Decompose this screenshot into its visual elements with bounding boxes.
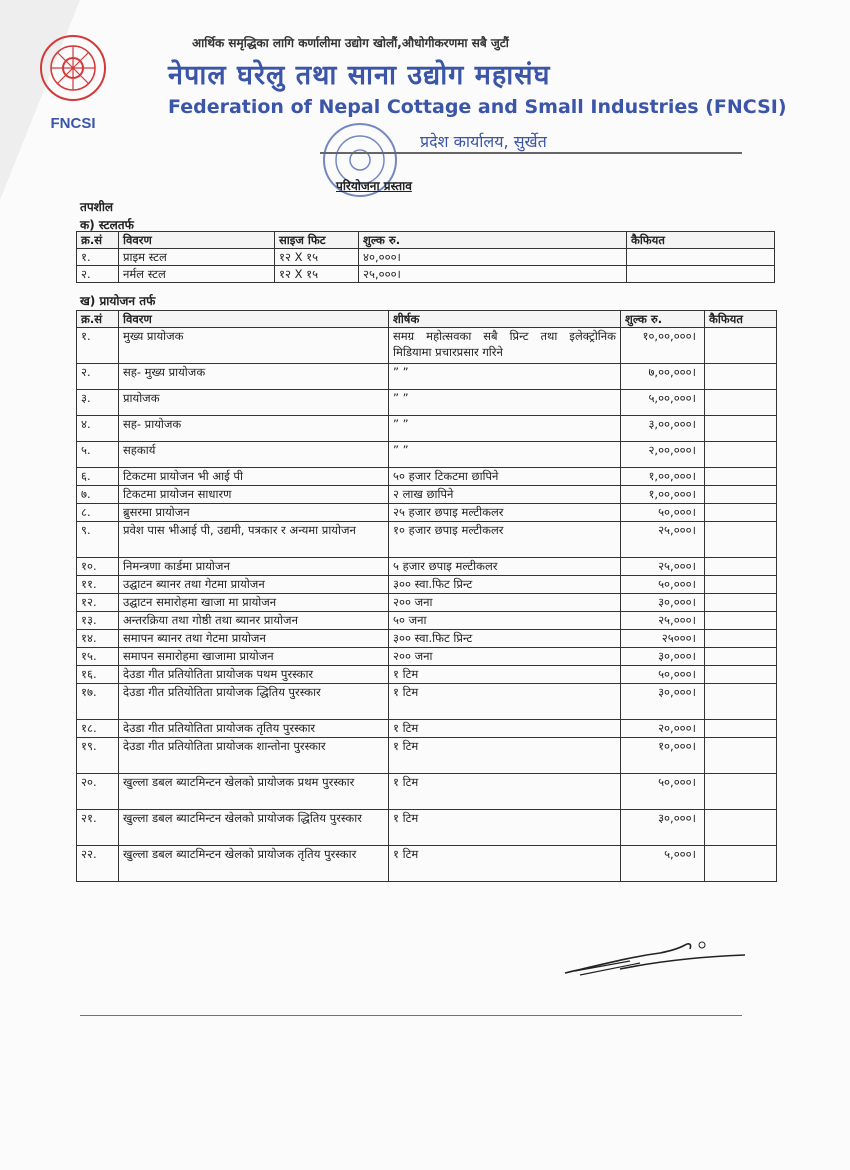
cell-fee: ३०,०००। [621, 648, 705, 666]
cell-heading: २०० जना [389, 648, 621, 666]
table-row [77, 558, 777, 576]
cell-remarks [705, 390, 777, 416]
cell-remarks [705, 846, 777, 882]
cell-description: ब्रुसरमा प्रायोजन [119, 504, 389, 522]
table-row [77, 738, 777, 774]
cell-fee: ७,००,०००। [621, 364, 705, 390]
cell-sn: १९. [77, 738, 119, 774]
footer-divider [80, 1015, 742, 1016]
cell-remarks [705, 666, 777, 684]
col-header-size: साइज फिट [275, 232, 359, 249]
cell-description: खुल्ला डबल ब्याटमिन्टन खेलको प्रायोजक प्रथम पुरस्कार [119, 774, 389, 810]
cell-heading: २५ हजार छपाइ मल्टीकलर [389, 504, 621, 522]
cell-description: नर्मल स्टल [119, 266, 275, 283]
col-header-description: विवरण [119, 311, 389, 328]
cell-fee: १०,०००। [621, 738, 705, 774]
table-row [77, 468, 777, 486]
cell-heading: ” ” [389, 442, 621, 468]
col-header-remarks: कैफियत [627, 232, 775, 249]
table-row [77, 442, 777, 468]
col-header-description: विवरण [119, 232, 275, 249]
cell-description: निमन्त्रणा कार्डमा प्रायोजन [119, 558, 389, 576]
document-title: परियोजना प्रस्ताव [336, 179, 412, 193]
cell-fee: २,००,०००। [621, 442, 705, 468]
cell-fee: १,००,०००। [621, 486, 705, 504]
cell-size: १२ X १५ [275, 249, 359, 266]
cell-heading: २०० जना [389, 594, 621, 612]
cell-remarks [627, 266, 775, 283]
cell-fee: २५,०००। [621, 522, 705, 558]
cell-sn: ७. [77, 486, 119, 504]
cell-fee: ५०,०००। [621, 576, 705, 594]
cell-sn: २. [77, 364, 119, 390]
table-header-row [77, 232, 775, 249]
cell-description: खुल्ला डबल ब्याटमिन्टन खेलको प्रायोजक तृतिय पुरस्कार [119, 846, 389, 882]
cell-description: प्राइम स्टल [119, 249, 275, 266]
office-location: प्रदेश कार्यालय, सुर्खेत [420, 132, 547, 151]
table-row [77, 810, 777, 846]
cell-heading: १ टिम [389, 846, 621, 882]
cell-sn: २१. [77, 810, 119, 846]
fncsi-logo [38, 28, 108, 136]
cell-sn: २२. [77, 846, 119, 882]
cell-sn: १५. [77, 648, 119, 666]
table-row [77, 648, 777, 666]
cell-sn: १३. [77, 612, 119, 630]
cell-remarks [705, 630, 777, 648]
cell-fee: १,००,०००। [621, 468, 705, 486]
cell-fee: ३०,०००। [621, 684, 705, 720]
cell-sn: ९. [77, 522, 119, 558]
cell-heading: १ टिम [389, 738, 621, 774]
cell-remarks [705, 504, 777, 522]
cell-fee: ५०,०००। [621, 666, 705, 684]
cell-heading: ५० हजार टिकटमा छापिने [389, 468, 621, 486]
cell-heading: ” ” [389, 390, 621, 416]
table-row [77, 666, 777, 684]
cell-heading: २ लाख छापिने [389, 486, 621, 504]
cell-sn: १४. [77, 630, 119, 648]
cell-description: समापन समारोहमा खाजामा प्रायोजन [119, 648, 389, 666]
cell-remarks [705, 328, 777, 364]
cell-fee: ५०,०००। [621, 774, 705, 810]
table-row [77, 630, 777, 648]
table-row [77, 684, 777, 720]
cell-fee: २५,०००। [621, 558, 705, 576]
cell-remarks [705, 468, 777, 486]
cell-description: उद्घाटन समारोहमा खाजा मा प्रायोजन [119, 594, 389, 612]
table-row [77, 522, 777, 558]
cell-description: समापन ब्यानर तथा गेटमा प्रायोजन [119, 630, 389, 648]
cell-sn: १७. [77, 684, 119, 720]
cell-remarks [705, 684, 777, 720]
col-header-sn: क्र.सं [77, 311, 119, 328]
sponsorship-table [76, 310, 777, 882]
cell-description: खुल्ला डबल ब्याटमिन्टन खेलको प्रायोजक द्धितिय पुरस्कार [119, 810, 389, 846]
cell-remarks [705, 810, 777, 846]
col-header-fee: शुल्क रु. [621, 311, 705, 328]
tagline: आर्थिक समृद्धिका लागि कर्णालीमा उद्योग खोलौं,औधोगीकरणमा सबै जुटौं [192, 36, 509, 50]
cell-sn: ८. [77, 504, 119, 522]
cell-heading: ३०० स्वा.फिट प्रिन्ट [389, 630, 621, 648]
cell-remarks [705, 738, 777, 774]
cell-fee: ३०,०००। [621, 594, 705, 612]
cell-heading: १ टिम [389, 810, 621, 846]
table-row [77, 612, 777, 630]
table-row [77, 249, 775, 266]
svg-text:FNCSI: FNCSI [50, 115, 96, 132]
cell-sn: १. [77, 249, 119, 266]
cell-heading: १ टिम [389, 666, 621, 684]
cell-sn: १२. [77, 594, 119, 612]
cell-heading: १० हजार छपाइ मल्टीकलर [389, 522, 621, 558]
table-row [77, 594, 777, 612]
cell-sn: २. [77, 266, 119, 283]
cell-fee: ३,००,०००। [621, 416, 705, 442]
header-divider [320, 152, 742, 154]
cell-description: उद्घाटन ब्यानर तथा गेटमा प्रायोजन [119, 576, 389, 594]
cell-remarks [705, 774, 777, 810]
section-stall-label: क) स्टलतर्फ [80, 218, 134, 232]
cell-remarks [705, 416, 777, 442]
cell-sn: ५. [77, 442, 119, 468]
cell-description: देउडा गीत प्रतियोतिता प्रायोजक शान्तोना पुरस्कार [119, 738, 389, 774]
cell-remarks [705, 612, 777, 630]
cell-description: मुख्य प्रायोजक [119, 328, 389, 364]
table-row [77, 846, 777, 882]
cell-remarks [627, 249, 775, 266]
cell-description: टिकटमा प्रायोजन भी आई पी [119, 468, 389, 486]
cell-description: देउडा गीत प्रतियोतिता प्रायोजक द्धितिय पुरस्कार [119, 684, 389, 720]
table-row [77, 486, 777, 504]
cell-description: सह- मुख्य प्रायोजक [119, 364, 389, 390]
col-header-heading: शीर्षक [389, 311, 621, 328]
cell-fee: ५,००,०००। [621, 390, 705, 416]
cell-fee: ४०,०००। [359, 249, 627, 266]
cell-fee: २५,०००। [621, 612, 705, 630]
cell-size: १२ X १५ [275, 266, 359, 283]
cell-heading: ” ” [389, 364, 621, 390]
cell-description: प्रवेश पास भीआई पी, उद्यमी, पत्रकार र अन्यमा प्रायोजन [119, 522, 389, 558]
cell-heading: १ टिम [389, 720, 621, 738]
cell-sn: ३. [77, 390, 119, 416]
cell-sn: १. [77, 328, 119, 364]
cell-description: सहकार्य [119, 442, 389, 468]
cell-remarks [705, 720, 777, 738]
cell-description: देउडा गीत प्रतियोतिता प्रायोजक तृतिय पुरस्कार [119, 720, 389, 738]
cell-remarks [705, 576, 777, 594]
cell-fee: ५०,०००। [621, 504, 705, 522]
cell-fee: २५,०००। [359, 266, 627, 283]
cell-heading: ५ हजार छपाइ मल्टीकलर [389, 558, 621, 576]
signature [560, 935, 750, 985]
cell-description: अन्तरक्रिया तथा गोष्ठी तथा ब्यानर प्रायोजन [119, 612, 389, 630]
cell-heading: ३०० स्वा.फिट प्रिन्ट [389, 576, 621, 594]
cell-description: सह- प्रायोजक [119, 416, 389, 442]
org-name-english: Federation of Nepal Cottage and Small Industries (FNCSI) [168, 96, 787, 118]
cell-sn: १६. [77, 666, 119, 684]
cell-remarks [705, 442, 777, 468]
table-row [77, 504, 777, 522]
cell-fee: ५,०००। [621, 846, 705, 882]
cell-sn: ४. [77, 416, 119, 442]
cell-remarks [705, 486, 777, 504]
table-header-row [77, 311, 777, 328]
table-row [77, 390, 777, 416]
cell-description: टिकटमा प्रायोजन साधारण [119, 486, 389, 504]
table-row [77, 416, 777, 442]
cell-sn: १०. [77, 558, 119, 576]
table-row [77, 576, 777, 594]
table-row [77, 328, 777, 364]
cell-remarks [705, 558, 777, 576]
cell-fee: १०,००,०००। [621, 328, 705, 364]
table-row [77, 774, 777, 810]
table-row [77, 266, 775, 283]
col-header-fee: शुल्क रु. [359, 232, 627, 249]
table-row [77, 720, 777, 738]
cell-sn: ६. [77, 468, 119, 486]
cell-sn: ११. [77, 576, 119, 594]
cell-fee: २५०००। [621, 630, 705, 648]
cell-fee: ३०,०००। [621, 810, 705, 846]
col-header-remarks: कैफियत [705, 311, 777, 328]
cell-heading: समग्र महोत्सवका सबै प्रिन्ट तथा इलेक्ट्रोनिक मिडियामा प्रचारप्रसार गरिने [389, 328, 621, 364]
cell-sn: २०. [77, 774, 119, 810]
cell-remarks [705, 522, 777, 558]
cell-description: देउडा गीत प्रतियोतिता प्रायोजक पथम पुरस्कार [119, 666, 389, 684]
stall-table [76, 231, 775, 283]
cell-heading: ” ” [389, 416, 621, 442]
table-row [77, 364, 777, 390]
col-header-sn: क्र.सं [77, 232, 119, 249]
cell-heading: १ टिम [389, 684, 621, 720]
cell-description: प्रायोजक [119, 390, 389, 416]
org-name-nepali: नेपाल घरेलु तथा साना उद्योग महासंघ [168, 60, 551, 91]
section-sponsor-label: ख) प्रायोजन तर्फ [80, 294, 156, 308]
cell-remarks [705, 594, 777, 612]
cell-fee: २०,०००। [621, 720, 705, 738]
details-label: तपशील [80, 200, 114, 214]
cell-heading: ५० जना [389, 612, 621, 630]
cell-sn: १८. [77, 720, 119, 738]
cell-heading: १ टिम [389, 774, 621, 810]
cell-remarks [705, 648, 777, 666]
cell-remarks [705, 364, 777, 390]
